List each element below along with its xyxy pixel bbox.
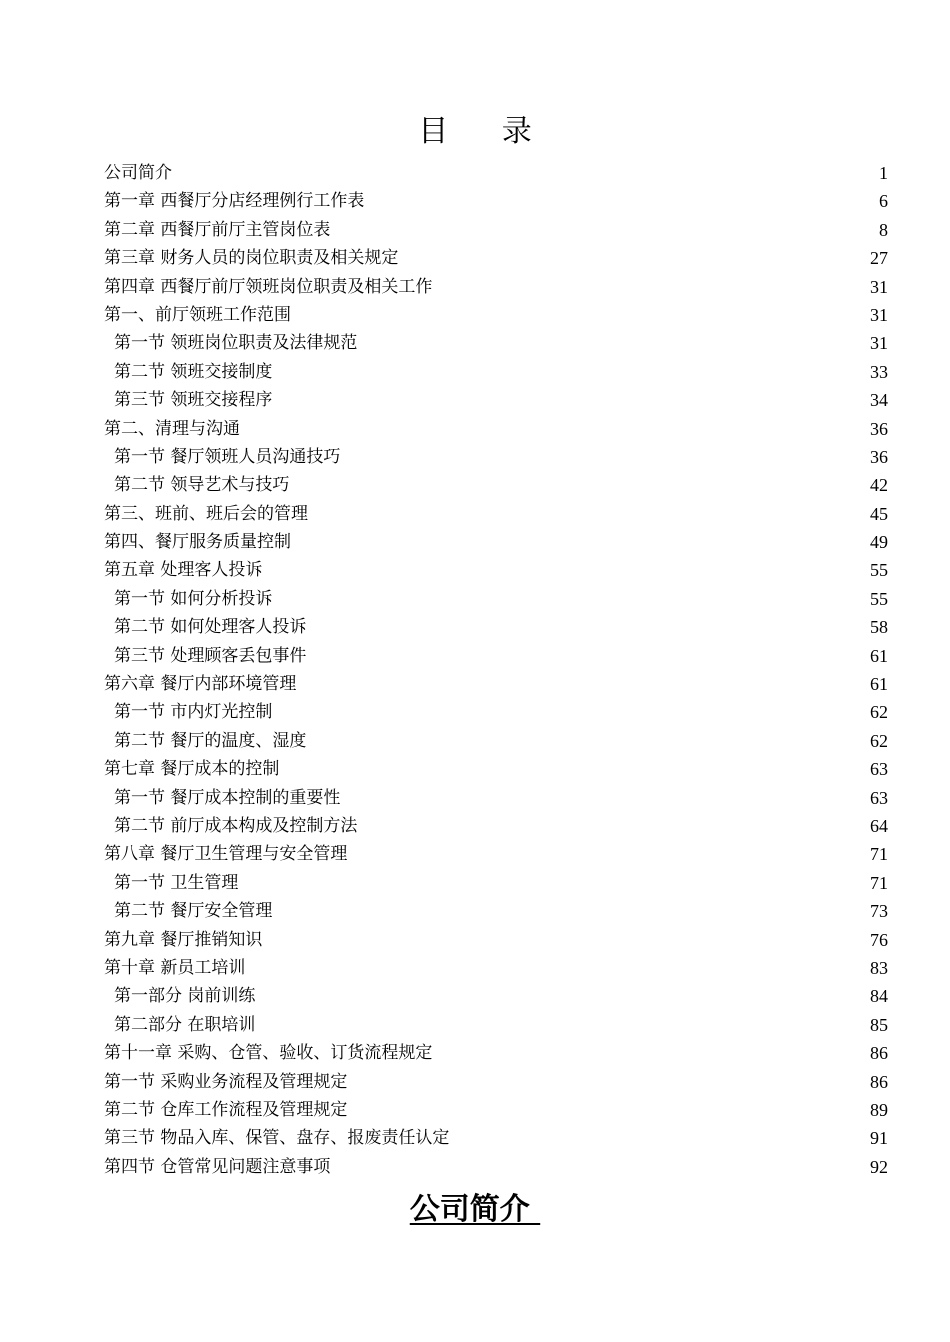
- toc-entry-label: 第一节 如何分析投诉: [114, 588, 273, 609]
- toc-entry[interactable]: [104, 755, 888, 783]
- toc-entry-page-number: 31: [870, 304, 888, 325]
- toc-entry-page-number: 33: [870, 361, 888, 382]
- toc-entry-label: 第八章 餐厅卫生管理与安全管理: [104, 844, 348, 865]
- toc-entry[interactable]: [104, 329, 888, 357]
- toc-entry-label: 第十一章 采购、仓管、验收、订货流程规定: [104, 1043, 433, 1064]
- toc-entry[interactable]: [104, 386, 888, 414]
- toc-entry-page-number: 1: [879, 163, 888, 183]
- toc-entry-page-number: 31: [870, 276, 888, 297]
- toc-entry[interactable]: [104, 187, 888, 215]
- toc-entry-label: 第六章 餐厅内部环境管理: [104, 674, 297, 695]
- toc-entry-page-number: 85: [870, 1014, 888, 1035]
- toc-title: 目 录: [418, 114, 554, 149]
- toc-entry[interactable]: [104, 273, 888, 301]
- toc-entry-label: 第三节 物品入库、保管、盘存、报废责任认定: [104, 1128, 450, 1149]
- toc-entry[interactable]: [104, 642, 888, 670]
- toc-entry-page-number: 63: [870, 759, 888, 780]
- toc-entry-page-number: 83: [870, 957, 888, 978]
- toc-entry-page-number: 64: [870, 815, 888, 836]
- toc-entry[interactable]: [104, 528, 888, 556]
- toc-entry-label: 公司简介: [104, 163, 172, 183]
- toc-entry-label: 第三节 处理顾客丢包事件: [114, 645, 307, 666]
- toc-entry-page-number: 91: [870, 1128, 888, 1149]
- section-heading: [0, 1190, 950, 1230]
- toc-entry[interactable]: [104, 1068, 888, 1096]
- toc-entry-page-number: 73: [870, 901, 888, 922]
- toc-entry-label: 第一节 餐厅领班人员沟通技巧: [114, 446, 341, 467]
- toc-entry-page-number: 45: [870, 503, 888, 524]
- toc-entry-page-number: 36: [870, 418, 888, 439]
- toc-entry-page-number: 27: [870, 248, 888, 269]
- toc-entry[interactable]: [104, 443, 888, 471]
- toc-entry-label: 第五章 处理客人投诉: [104, 560, 263, 581]
- toc-entry[interactable]: [104, 982, 888, 1010]
- toc-entry-page-number: 31: [870, 333, 888, 354]
- toc-entry-label: 第一部分 岗前训练: [114, 986, 256, 1007]
- toc-entry[interactable]: [104, 1124, 888, 1152]
- toc-entry[interactable]: [104, 670, 888, 698]
- toc-entry[interactable]: [104, 556, 888, 584]
- toc-entry-label: 第二节 前厅成本构成及控制方法: [114, 815, 358, 836]
- toc-entry[interactable]: [104, 585, 888, 613]
- toc-entry[interactable]: [104, 415, 888, 443]
- toc-entry[interactable]: [104, 926, 888, 954]
- toc-entry-label: 第三、班前、班后会的管理: [104, 503, 308, 524]
- toc-entry[interactable]: [104, 216, 888, 244]
- toc-entry-label: 第三节 领班交接程序: [114, 390, 273, 411]
- toc-entry-label: 第一节 卫生管理: [114, 872, 239, 893]
- toc-entry-page-number: 55: [870, 560, 888, 581]
- toc-entry-page-number: 86: [870, 1043, 888, 1064]
- toc-entry-label: 第二节 领导艺术与技巧: [114, 475, 290, 496]
- toc-entry-page-number: 86: [870, 1071, 888, 1092]
- toc-entry-page-number: 62: [870, 730, 888, 751]
- toc-entry-label: 第二节 如何处理客人投诉: [114, 617, 307, 638]
- toc-entry-page-number: 89: [870, 1099, 888, 1120]
- toc-entry[interactable]: [104, 698, 888, 726]
- toc-entry-label: 第一节 领班岗位职责及法律规范: [114, 333, 358, 354]
- toc-entry[interactable]: [104, 1096, 888, 1124]
- toc-entry-page-number: 8: [879, 219, 888, 240]
- toc-entry-page-number: 49: [870, 532, 888, 553]
- toc-entry-page-number: 61: [870, 674, 888, 695]
- toc-entry[interactable]: [104, 897, 888, 925]
- toc-entry-label: 第二节 领班交接制度: [114, 361, 273, 382]
- toc-entry[interactable]: [104, 727, 888, 755]
- toc-entry[interactable]: [104, 784, 888, 812]
- toc-entry[interactable]: [104, 812, 888, 840]
- toc-entry[interactable]: [104, 301, 888, 329]
- toc-entry[interactable]: [104, 954, 888, 982]
- toc-entry-label: 第一节 餐厅成本控制的重要性: [114, 787, 341, 808]
- toc-entry[interactable]: [104, 244, 888, 272]
- toc-entry-label: 第三章 财务人员的岗位职责及相关规定: [104, 248, 399, 269]
- toc-entry-label: 第二、清理与沟通: [104, 418, 240, 439]
- toc-entry[interactable]: [104, 1039, 888, 1067]
- toc-entry-label: 第二节 餐厅安全管理: [114, 901, 273, 922]
- toc-entry[interactable]: [104, 358, 888, 386]
- toc-entry-label: 第四、餐厅服务质量控制: [104, 532, 291, 553]
- toc-entry-page-number: 42: [870, 475, 888, 496]
- toc-entry-label: 第七章 餐厅成本的控制: [104, 759, 280, 780]
- toc-entry-page-number: 58: [870, 617, 888, 638]
- toc-entry[interactable]: [104, 869, 888, 897]
- toc-entry-label: 第四章 西餐厅前厅领班岗位职责及相关工作: [104, 276, 433, 297]
- toc-entry-label: 第二章 西餐厅前厅主管岗位表: [104, 219, 331, 240]
- toc-entry-label: 第十章 新员工培训: [104, 957, 246, 978]
- toc-entry-page-number: 61: [870, 645, 888, 666]
- toc-entry-page-number: 6: [879, 191, 888, 212]
- toc-entry-label: 第一章 西餐厅分店经理例行工作表: [104, 191, 365, 212]
- toc-entry-label: 第九章 餐厅推销知识: [104, 929, 263, 950]
- toc-entry-label: 第二节 餐厅的温度、湿度: [114, 730, 307, 751]
- section-heading-text: 公司简介: [409, 1192, 541, 1227]
- toc-entry[interactable]: [104, 471, 888, 499]
- toc-entry-label: 第一节 市内灯光控制: [114, 702, 273, 723]
- toc-entry[interactable]: [104, 159, 888, 187]
- toc-entry[interactable]: [104, 500, 888, 528]
- toc-entry-page-number: 34: [870, 390, 888, 411]
- toc-entry[interactable]: [104, 1153, 888, 1181]
- toc-entry-label: 第一节 采购业务流程及管理规定: [104, 1071, 348, 1092]
- toc-entry-page-number: 63: [870, 787, 888, 808]
- toc-entry-label: 第四节 仓管常见问题注意事项: [104, 1156, 331, 1177]
- toc-entry-page-number: 62: [870, 702, 888, 723]
- toc-entry-page-number: 76: [870, 929, 888, 950]
- toc-entry-page-number: 71: [870, 872, 888, 893]
- toc-entry[interactable]: [104, 613, 888, 641]
- toc-entry-label: 第二部分 在职培训: [114, 1014, 256, 1035]
- toc-entry-page-number: 84: [870, 986, 888, 1007]
- toc-list: [104, 159, 888, 1181]
- toc-entry[interactable]: [104, 840, 888, 868]
- toc-entry-page-number: 55: [870, 588, 888, 609]
- toc-entry-label: 第二节 仓库工作流程及管理规定: [104, 1099, 348, 1120]
- toc-entry-label: 第一、前厅领班工作范围: [104, 304, 291, 325]
- toc-entry-page-number: 92: [870, 1156, 888, 1177]
- toc-entry[interactable]: [104, 1011, 888, 1039]
- toc-entry-page-number: 36: [870, 446, 888, 467]
- toc-entry-page-number: 71: [870, 844, 888, 865]
